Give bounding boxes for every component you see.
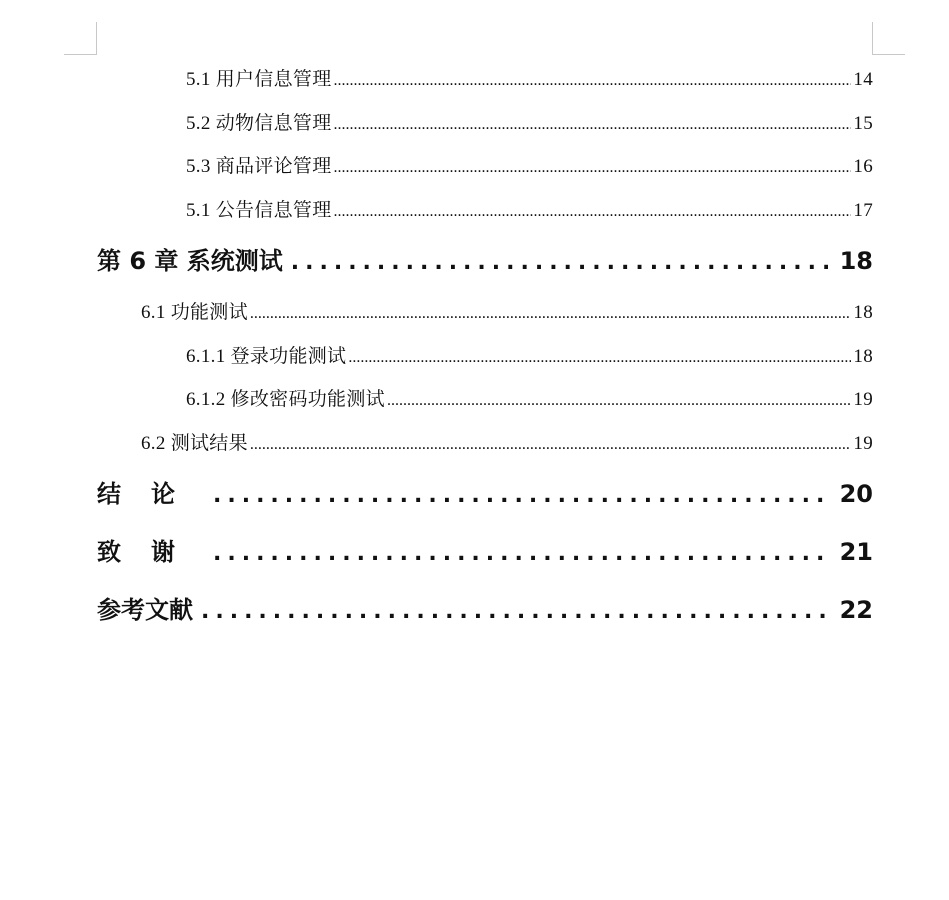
toc-entry-page: 16 xyxy=(853,156,873,177)
toc-entry-page: 14 xyxy=(853,69,873,90)
toc-entry[interactable] xyxy=(141,428,873,455)
toc-entry-label: 6.1.2 修改密码功能测试 xyxy=(186,389,385,410)
toc-entry-page: 17 xyxy=(853,200,873,221)
toc-entry-page: 19 xyxy=(853,433,873,454)
toc-entry[interactable] xyxy=(186,64,873,91)
toc-entry[interactable] xyxy=(141,297,873,324)
toc-entry-page: 18 xyxy=(853,346,873,367)
toc-dot-leader xyxy=(334,72,852,90)
toc-dot-leader xyxy=(334,159,852,177)
toc-entry-page: 20 xyxy=(839,480,873,508)
toc-entry-page: 18 xyxy=(839,247,873,275)
toc-dot-leader xyxy=(250,305,851,323)
toc-dot-leader xyxy=(213,483,828,508)
toc-entry-label: 6.1.1 登录功能测试 xyxy=(186,346,347,367)
toc-entry-label: 5.3 商品评论管理 xyxy=(186,156,332,177)
toc-entry-page: 19 xyxy=(853,389,873,410)
toc-dot-leader xyxy=(201,599,828,624)
toc-dot-leader xyxy=(334,116,852,134)
toc-chapter-entry[interactable] xyxy=(97,474,873,509)
toc-chapter-entry[interactable] xyxy=(97,590,873,625)
toc-dot-leader xyxy=(348,349,851,367)
toc-dot-leader xyxy=(334,203,852,221)
toc-dot-leader xyxy=(213,541,828,566)
toc-entry-label: 5.1 用户信息管理 xyxy=(186,69,332,90)
toc-dot-leader xyxy=(250,436,851,454)
toc-entry-page: 22 xyxy=(839,596,873,624)
toc-chapter-entry[interactable] xyxy=(97,532,873,567)
toc-entry-label: 参考文献 xyxy=(97,596,193,624)
toc-entry[interactable] xyxy=(186,108,873,135)
toc-entry-label: 致谢 xyxy=(97,538,205,566)
toc-entry-label: 第 6 章 系统测试 xyxy=(97,247,283,275)
toc-entry-label: 5.1 公告信息管理 xyxy=(186,200,332,221)
toc-entry-page: 18 xyxy=(853,302,873,323)
toc-dot-leader xyxy=(387,392,851,410)
toc-entry-label: 5.2 动物信息管理 xyxy=(186,113,332,134)
toc-entry-page: 21 xyxy=(839,538,873,566)
toc-entry-label: 6.2 测试结果 xyxy=(141,433,248,454)
toc-entry-label: 6.1 功能测试 xyxy=(141,302,248,323)
toc-entry[interactable] xyxy=(186,341,873,368)
toc-entry-label: 结论 xyxy=(97,480,205,508)
toc-entry[interactable] xyxy=(186,151,873,178)
toc-entry[interactable] xyxy=(186,195,873,222)
toc-chapter-entry[interactable] xyxy=(97,241,873,276)
toc-entry-page: 15 xyxy=(853,113,873,134)
toc-dot-leader xyxy=(291,250,828,275)
toc-entry[interactable] xyxy=(186,384,873,411)
